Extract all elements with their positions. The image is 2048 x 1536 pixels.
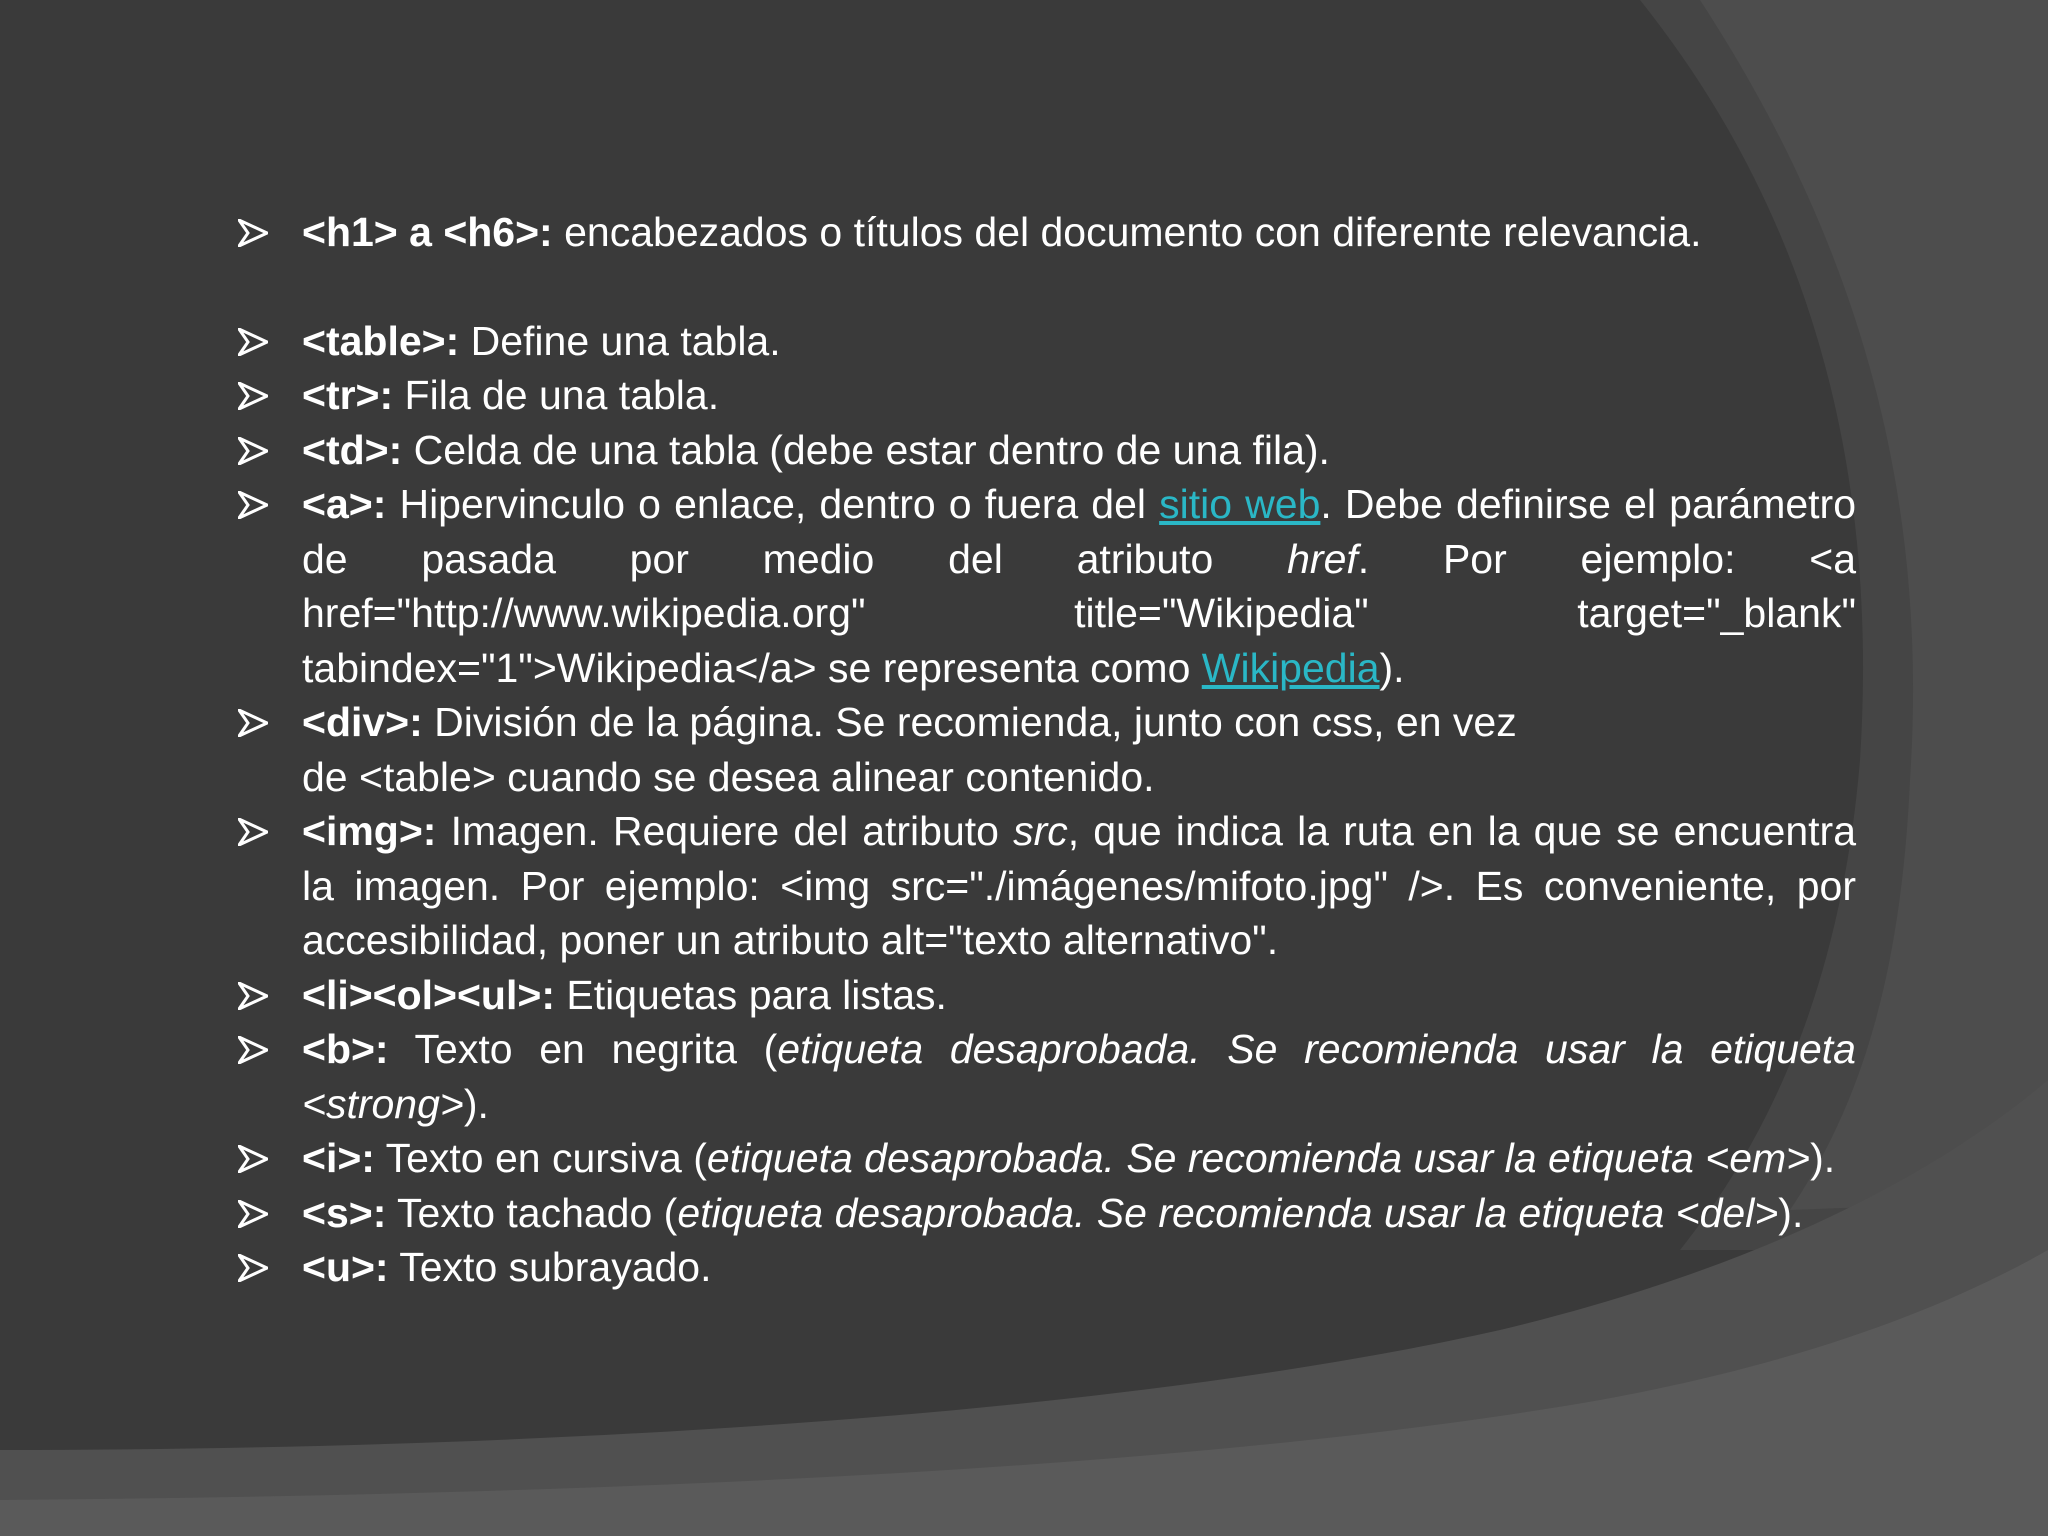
arrowhead-bullet-icon bbox=[236, 804, 272, 858]
item-text: Texto tachado ( bbox=[386, 1189, 678, 1236]
item-text: Texto subrayado. bbox=[388, 1244, 712, 1290]
list-item-s bbox=[236, 1186, 1856, 1241]
list-item-i bbox=[236, 1131, 1856, 1186]
item-text: ). bbox=[1810, 1135, 1836, 1181]
tag-label: <i>: bbox=[302, 1135, 375, 1181]
list-item-table bbox=[236, 314, 1856, 369]
item-text: Celda de una tabla (debe estar dentro de una fila). bbox=[402, 426, 1330, 473]
item-text: . Por ejemplo: <a href="http://www.wikipedia.org" title="Wikipedia" target="_blank" tabindex="1">Wikipedia</a> se representa como bbox=[302, 535, 1856, 691]
sitio-web-link[interactable]: sitio web bbox=[1159, 481, 1321, 527]
item-text: , que indica la ruta en la que se encuentra la imagen. Por ejemplo: <img src="./imágenes/mifoto.jpg" />. Es conveniente, por accesibilidad, poner un atributo alt="texto alternativo". bbox=[302, 808, 1856, 963]
item-text: División de la página. Se recomienda, junto con css, en vez bbox=[422, 699, 1517, 745]
tag-label: <li><ol><ul>: bbox=[302, 971, 555, 1018]
wikipedia-link[interactable]: Wikipedia bbox=[1201, 644, 1380, 691]
tag-label: <h1> a <h6>: bbox=[302, 209, 553, 255]
list-item-td bbox=[236, 423, 1856, 478]
list-item-img bbox=[236, 804, 1856, 968]
item-text: ). bbox=[463, 1080, 489, 1127]
arrowhead-bullet-icon bbox=[236, 423, 272, 477]
arrowhead-bullet-icon bbox=[236, 314, 272, 368]
list-item-tr bbox=[236, 368, 1856, 423]
item-text: ). bbox=[1778, 1189, 1804, 1236]
tag-label: <td>: bbox=[302, 426, 403, 473]
arrowhead-bullet-icon bbox=[236, 1240, 272, 1294]
item-text: Hipervinculo o enlace, dentro o fuera del bbox=[386, 481, 1160, 527]
arrowhead-bullet-icon bbox=[236, 205, 272, 259]
item-text: de <table> cuando se desea alinear contenido. bbox=[302, 753, 1155, 800]
list-item-lists bbox=[236, 968, 1856, 1023]
item-text: Texto en cursiva ( bbox=[374, 1135, 707, 1181]
list-item-u bbox=[236, 1240, 1856, 1295]
arrowhead-bullet-icon bbox=[236, 1186, 272, 1240]
list-item-headings bbox=[236, 205, 1856, 260]
tag-label: <b>: bbox=[302, 1026, 389, 1072]
tag-list bbox=[236, 205, 1856, 1295]
tag-label: <table>: bbox=[302, 317, 460, 364]
list-item-b bbox=[236, 1022, 1856, 1131]
tag-label: <tr>: bbox=[302, 372, 394, 418]
href-attribute: href bbox=[1287, 535, 1358, 582]
item-text: Fila de una tabla. bbox=[393, 372, 720, 418]
item-text: Imagen. Requiere del atributo bbox=[436, 808, 1014, 854]
item-text: Texto en negrita ( bbox=[388, 1026, 778, 1072]
deprecation-note: etiqueta desaprobada. Se recomienda usar la etiqueta <del> bbox=[677, 1189, 1779, 1236]
tag-label: <s>: bbox=[302, 1189, 387, 1236]
item-text: encabezados o títulos del documento con diferente relevancia. bbox=[552, 209, 1702, 255]
list-item-a bbox=[236, 477, 1856, 695]
item-text: ). bbox=[1379, 644, 1405, 691]
tag-label: <div>: bbox=[302, 699, 423, 745]
tag-label: <a>: bbox=[302, 481, 387, 527]
arrowhead-bullet-icon bbox=[236, 477, 272, 531]
tag-label: <u>: bbox=[302, 1244, 389, 1290]
arrowhead-bullet-icon bbox=[236, 1131, 272, 1185]
arrowhead-bullet-icon bbox=[236, 1022, 272, 1076]
arrowhead-bullet-icon bbox=[236, 968, 272, 1022]
slide-content bbox=[236, 205, 1856, 1295]
tag-label: <img>: bbox=[302, 808, 437, 854]
deprecation-note: etiqueta desaprobada. Se recomienda usar la etiqueta <strong> bbox=[302, 1026, 1856, 1127]
deprecation-note: etiqueta desaprobada. Se recomienda usar la etiqueta <em> bbox=[706, 1135, 1811, 1181]
src-attribute: src bbox=[1013, 808, 1068, 854]
arrowhead-bullet-icon bbox=[236, 695, 272, 749]
list-item-div bbox=[236, 695, 1856, 804]
item-text: Define una tabla. bbox=[459, 317, 781, 364]
arrowhead-bullet-icon bbox=[236, 368, 272, 422]
item-text: Etiquetas para listas. bbox=[554, 971, 947, 1018]
item-text: . Debe definirse el parámetro de pasada por medio del atributo bbox=[302, 481, 1856, 582]
